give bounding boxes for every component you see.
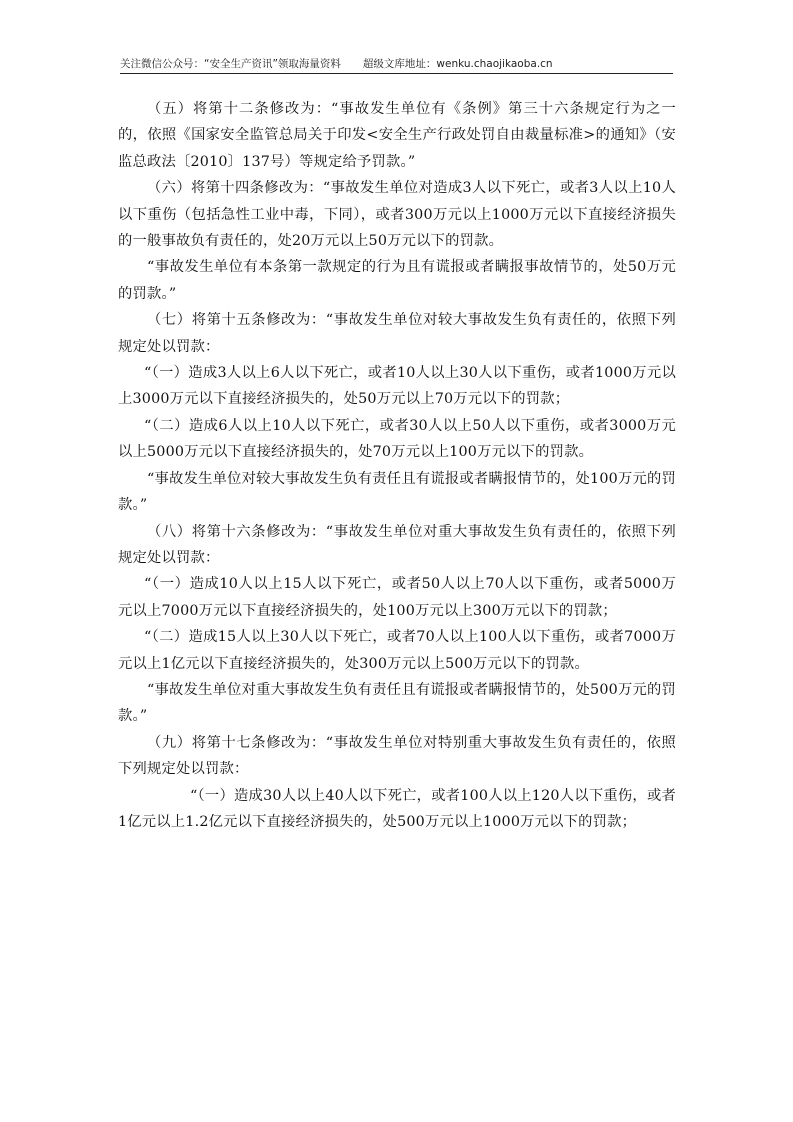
document-body [118,96,676,835]
paragraph-item-7: （七）将第十五条修改为：“事故发生单位对较大事故发生负有责任的，依照下列规定处以罚款： [118,312,676,355]
paragraph-item-9-sub-1: “（一）造成30人以上40人以下死亡，或者100人以上120人以下重伤，或者1亿元以上1.2亿元以下直接经济损失的，处500万元以上1000万元以下的罚款； [118,787,676,830]
paragraph-item-6-clause: “事故发生单位有本条第一款规定的行为且有谎报或者瞒报事故情节的，处50万元的罚款。” [118,259,676,302]
paragraph-item-5: （五）将第十二条修改为：“事故发生单位有《条例》第三十六条规定行为之一的，依照《国家安全监管总局关于印发<安全生产行政处罚自由裁量标准>的通知》（安监总政法〔2010〕137号）等规定给予罚款。” [118,101,676,170]
paragraph-item-8: （八）将第十六条修改为：“事故发生单位对重大事故发生负有责任的，依照下列规定处以罚款： [118,523,676,566]
paragraph-item-9: （九）将第十七条修改为：“事故发生单位对特别重大事故发生负有责任的，依照下列规定处以罚款： [118,734,676,778]
paragraph-item-8-clause: “事故发生单位对重大事故发生负有责任且有谎报或者瞒报情节的，处500万元的罚款。” [118,681,676,725]
paragraph-item-7-sub-2: “（二）造成6人以上10人以下死亡，或者30人以上50人以下重伤，或者3000万元以上5000万元以下直接经济损失的，处70万元以上100万元以下的罚款。 [118,417,676,461]
paragraph-item-7-clause: “事故发生单位对较大事故发生负有责任且有谎报或者瞒报情节的，处100万元的罚款。” [118,470,676,514]
header-wechat-notice: 关注微信公众号：“安全生产资讯”领取海量资料 [120,58,341,70]
header-library-address: 超级文库地址：wenku.chaojikaoba.cn [362,58,553,70]
page-header [120,57,673,74]
paragraph-item-8-sub-2: “（二）造成15人以上30人以下死亡，或者70人以上100人以下重伤，或者7000万元以上1亿元以下直接经济损失的，处300万元以上500万元以下的罚款。 [118,629,676,672]
paragraph-item-6: （六）将第十四条修改为：“事故发生单位对造成3人以下死亡，或者3人以上10人以下重伤（包括急性工业中毒，下同），或者300万元以上1000万元以下直接经济损失的一般事故负有责任的，处20万元以上50万元以下的罚款。 [118,180,676,250]
paragraph-item-7-sub-1: “（一）造成3人以上6人以下死亡，或者10人以上30人以下重伤，或者1000万元以上3000万元以下直接经济损失的，处50万元以上70万元以下的罚款； [118,365,676,408]
paragraph-item-8-sub-1: “（一）造成10人以上15人以下死亡，或者50人以上70人以下重伤，或者5000万元以上7000万元以下直接经济损失的，处100万元以上300万元以下的罚款； [118,576,676,619]
